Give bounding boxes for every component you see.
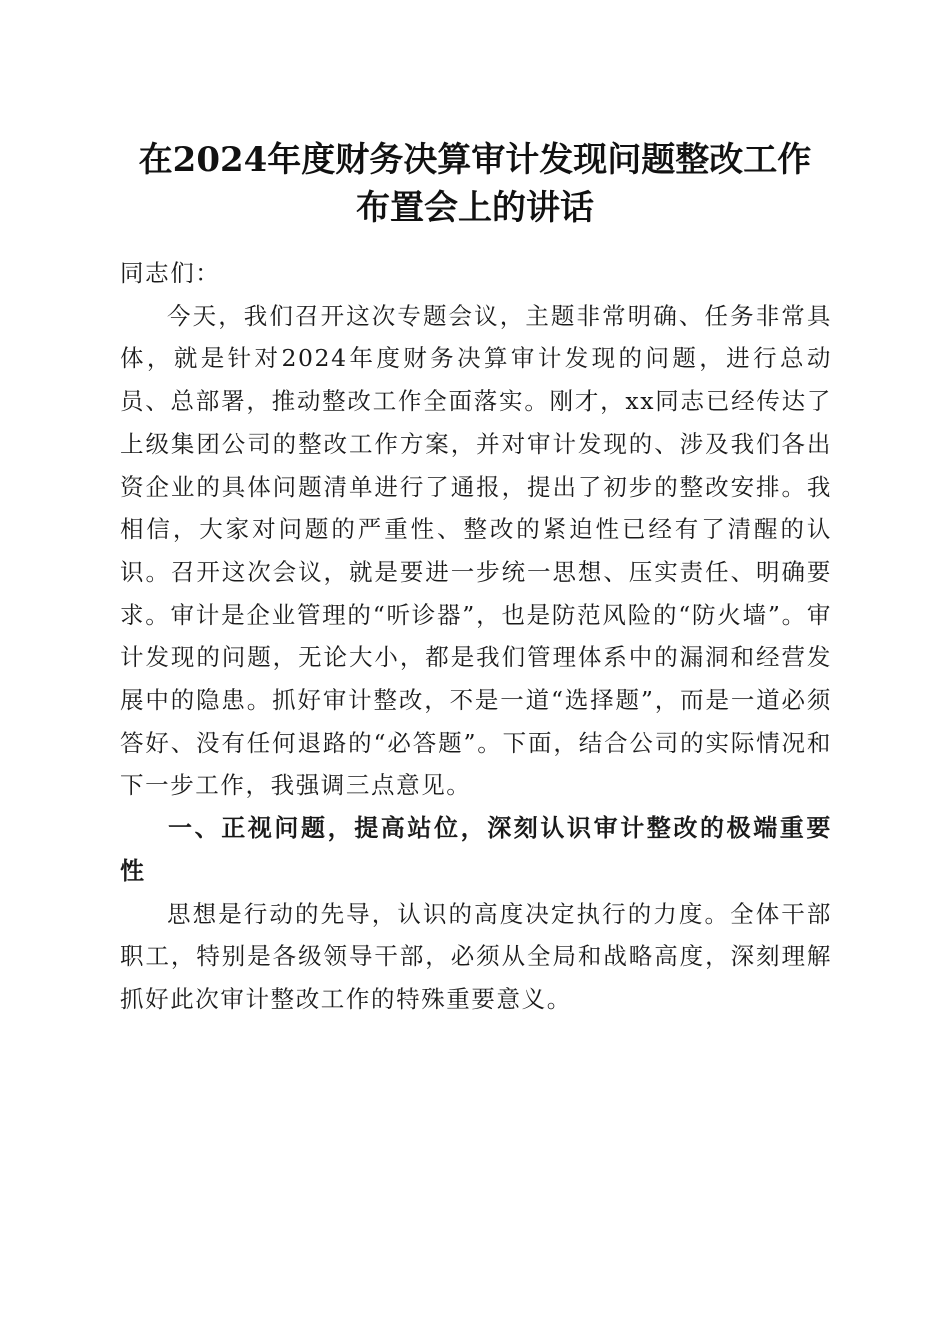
document-body [120,252,832,1021]
salutation: 同志们： [120,259,221,287]
document-title-line-1: 在2024年度财务决算审计发现问题整改工作 [138,140,812,180]
section-1-paragraph: 思想是行动的先导，认识的高度决定执行的力度。全体干部职工，特别是各级领导干部，必须从全局和战略高度，深刻理解抓好此次审计整改工作的特殊重要意义。 [120,899,832,1013]
document-title-line-2: 布置会上的讲话 [356,188,594,228]
section-1-heading: 一、正视问题，提高站位，深刻认识审计整改的极端重要性 [120,814,832,885]
opening-paragraph: 今天，我们召开这次专题会议，主题非常明确、任务非常具体，就是针对2024年度财务决算审计发现的问题，进行总动员、总部署，推动整改工作全面落实。刚才，xx同志已经传达了上级集团公司的整改工作方案，并对审计发现的、涉及我们各出资企业的具体问题清单进行了通报，提出了初步的整改安排。我相信，大家对问题的严重性、整改的紧迫性已经有了清醒的认识。召开这次会议，就是要进一步统一思想、压实责任、明确要求。审计是企业管理的“听诊器”，也是防范风险的“防火墙”。审计发现的问题，无论大小，都是我们管理体系中的漏洞和经营发展中的隐患。抓好审计整改，不是一道“选择题”，而是一道必须答好、没有任何退路的“必答题”。下面，结合公司的实际情况和下一步工作，我强调三点意见。 [120,301,832,800]
